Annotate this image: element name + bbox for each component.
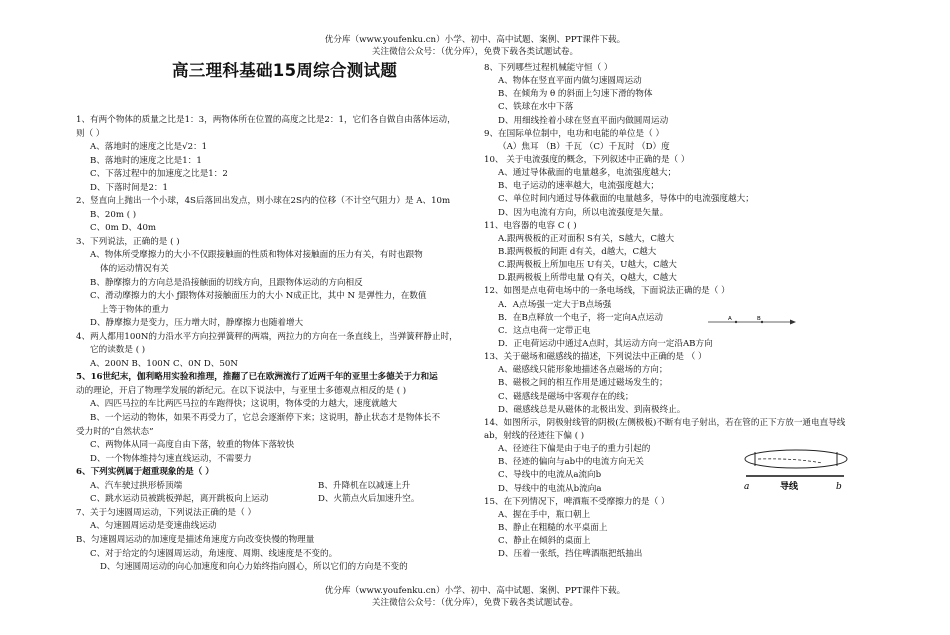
left-line: A、四匹马拉的车比两匹马拉的车跑得快；这说明，物体受的力越大，速度就越大	[90, 399, 397, 410]
left-line: D、一个物体维持匀速直线运动，不需要力	[90, 453, 252, 464]
left-line: B、匀速圆周运动的加速度是描述角速度方向改变快慢的物理量	[76, 534, 315, 545]
left-line: C、两物体从同一高度自由下落，较重的物体下落较快	[90, 440, 295, 451]
wire-end-b-label: b	[836, 482, 842, 492]
left-column	[76, 114, 474, 575]
point-a-label: A	[728, 316, 732, 322]
page-footer	[0, 585, 950, 609]
right-line: D、导线中的电流从b流向a	[498, 483, 602, 494]
option-left: A、汽车驶过拱形桥顶端	[90, 480, 183, 491]
right-line: C．这点电荷一定带正电	[498, 325, 591, 336]
right-line: 10、 关于电流强度的概念，下列叙述中正确的是（ ）	[484, 154, 690, 165]
right-line: C.跟两极板上所加电压 U有关，U越大，C越大	[498, 260, 677, 271]
right-line: B、在倾角为 θ 的斜面上匀速下滑的物体	[498, 89, 653, 100]
left-line: D、静摩擦力是变力，压力增大时，静摩擦力也随着增大	[90, 318, 304, 329]
right-line: （A）焦耳 （B）千瓦 （C）千瓦时 （D）度	[498, 141, 670, 152]
left-line: B、静摩擦力的方向总是沿接触面的切线方向，且跟物体运动的方向相反	[90, 277, 363, 288]
option-right: B、升降机在以减速上升	[318, 480, 411, 491]
right-line: A、握在手中，瓶口朝上	[498, 509, 591, 520]
right-line: A.跟两极板的正对面积 S有关，S越大，C越大	[498, 233, 675, 244]
left-line: D、下落时间是2：1	[90, 182, 168, 193]
left-line: 7、关于匀速圆周运动，下列说法正确的是（ ）	[76, 507, 257, 518]
field-line-figure	[706, 314, 798, 330]
left-line	[76, 493, 474, 507]
exam-title: 高三理科基础15周综合测试题	[172, 61, 398, 80]
right-line: D、因为电流有方向，所以电流强度是矢量。	[498, 207, 669, 218]
right-line: D.跟两极板上所带电量 Q有关，Q越大，C越大	[498, 273, 677, 284]
point-b-label: B	[757, 316, 761, 322]
left-line: 1、有两个物体的质量之比是1：3，两物体所在位置的高度之比是2：1，它们各自做自由落体运动，	[76, 115, 456, 125]
left-line: 则（ ）	[76, 128, 105, 139]
wire-label: 导线	[780, 482, 799, 492]
right-line: 9、在国际单位制中，电功和电能的单位是（ ）	[484, 128, 665, 139]
right-line: C、导线中的电流从a流向b	[498, 470, 602, 481]
right-line: 14、如图所示，阴极射线管的阴极(左侧极板)不断有电子射出，若在管的正下方放一通电直导线	[484, 417, 846, 428]
left-line: B、落地时的速度之比是1：1	[90, 155, 202, 166]
right-line: 13、关于磁场和磁感线的描述，下列说法中正确的是 （ ）	[484, 352, 707, 363]
left-line: C、0m D、40m	[90, 223, 157, 234]
left-line: A、落地时的速度之比是√2：1	[90, 142, 208, 153]
left-line: A、匀速圆周运动是变速曲线运动	[90, 521, 217, 532]
right-line: A、物体在竖直平面内做匀速圆周运动	[498, 76, 642, 87]
right-line: C、磁感线是磁场中客观存在的线；	[498, 391, 634, 402]
left-line: B、一个运动的物体，如果不再受力了，它总会逐渐停下来；这说明，静止状态才是物体长不	[90, 413, 441, 424]
right-line: C、铁球在水中下落	[498, 102, 574, 113]
right-line: A、磁感线只能形象地描述各点磁场的方向；	[498, 365, 668, 376]
option-left: C、跳水运动员被跳板弹起，离开跳板向上运动	[90, 494, 269, 505]
option-right: D、火箭点火后加速升空。	[318, 494, 420, 505]
header-line-1: 优分库（www.youfenku.cn）小学、初中、高中试题、案例、PPT课件下载。	[324, 35, 626, 45]
left-line: 受力时的“自然状态”	[76, 426, 154, 437]
left-line: 4、两人都用100N的力沿水平方向拉弹簧秤的两端，两拉力的方向在一条直线上，当弹簧秤静止时，	[76, 331, 458, 342]
header-line-2: 关注微信公众号：（优分库），免费下载各类试题试卷。	[371, 47, 579, 57]
right-line: A、径迹往下偏是由于电子的重力引起的	[498, 444, 651, 455]
right-line: B、径迹的偏向与ab中的电流方向无关	[498, 457, 644, 468]
right-line: 8、下列哪些过程机械能守恒（ ）	[484, 63, 613, 73]
footer-line-2: 关注微信公众号：（优分库），免费下载各类试题试卷。	[371, 598, 579, 608]
left-line: C、滑动摩擦力的大小 ƒ跟物体对接触面压力的大小 N成正比，其中 N 是弹性力，在数值	[90, 291, 427, 302]
right-line: 11、电容器的电容 C ( )	[484, 220, 577, 231]
left-line: D、匀速圆周运动的向心加速度和向心力始终指向圆心，所以它们的方向是不变的	[100, 562, 408, 573]
left-line: 2、竖直向上抛出一个小球，4S后落回出发点，则小球在2S内的位移（不计空气阻力）是 A、10m	[76, 196, 451, 207]
left-line: A、物体所受摩擦力的大小不仅跟接触面的性质和物体对接触面的压力有关，有时也跟物	[90, 250, 423, 261]
left-line: C、下落过程中的加速度之比是1：2	[90, 169, 228, 180]
right-line: ab，射线的径迹往下偏 ( )	[484, 430, 585, 441]
left-line: C、对于给定的匀速圆周运动，角速度、周期、线速度是不变的。	[90, 548, 338, 559]
left-line: 5、16世纪末，伽利略用实验和推理，推翻了已在欧洲流行了近两千年的亚里士多德关于力和运	[76, 372, 438, 383]
right-line: B、静止在粗糙的水平桌面上	[498, 522, 608, 533]
right-line: D、磁感线总是从磁体的北极出发、到南极终止。	[498, 404, 686, 415]
right-line: D．正电荷运动中通过A点时，其运动方向一定沿AB方向	[498, 338, 713, 349]
right-line: C、单位时间内通过导体截面的电量越多，导体中的电流强度越大；	[498, 194, 754, 205]
right-line: D、压着一张纸，挡住啤酒瓶把纸抽出	[498, 549, 643, 560]
right-line: 15、在下列情况下，啤酒瓶不受摩擦力的是（ ）	[484, 496, 670, 507]
left-line: 它的读数是 ( )	[90, 345, 146, 356]
right-line: B.跟两极板的间距 d有关，d越大，C越大	[498, 246, 657, 257]
left-line: 3、下列说法，正确的是 ( )	[76, 236, 180, 247]
page-header	[0, 34, 950, 58]
left-line: A、200N B、100N C、0N D、50N	[90, 358, 238, 369]
wire-end-a-label: a	[744, 482, 750, 492]
left-line	[76, 480, 474, 494]
footer-line-1: 优分库（www.youfenku.cn）小学、初中、高中试题、案例、PPT课件下载。	[324, 586, 626, 596]
right-line: C、静止在倾斜的桌面上	[498, 536, 591, 547]
right-line: 12、如图是点电荷电场中的一条电场线，下面说法正确的是（ ）	[484, 286, 730, 297]
left-line: 动的理论，开启了物理学发展的新纪元。在以下说法中，与亚里士多德观点相反的是 ( )	[76, 385, 407, 396]
right-line: B、电子运动的速率越大，电流强度越大；	[498, 181, 660, 192]
right-line: B．在B点释放一个电子，将一定向A点运动	[498, 312, 663, 323]
cathode-ray-tube-figure	[740, 447, 852, 495]
left-line: B、20m ( )	[90, 209, 137, 220]
left-line: 上等于物体的重力	[100, 304, 169, 315]
right-line: A．A点场强一定大于B点场强	[498, 299, 612, 310]
right-line: A、通过导体截面的电量越多，电流强度越大；	[498, 168, 677, 179]
right-line: D、用细线拴着小球在竖直平面内做圆周运动	[498, 115, 669, 126]
left-line: 体的运动情况有关	[100, 264, 169, 275]
right-line: B、磁极之间的相互作用是通过磁场发生的；	[498, 378, 668, 389]
left-line: 6、下列实例属于超重现象的是（ ）	[76, 467, 214, 478]
